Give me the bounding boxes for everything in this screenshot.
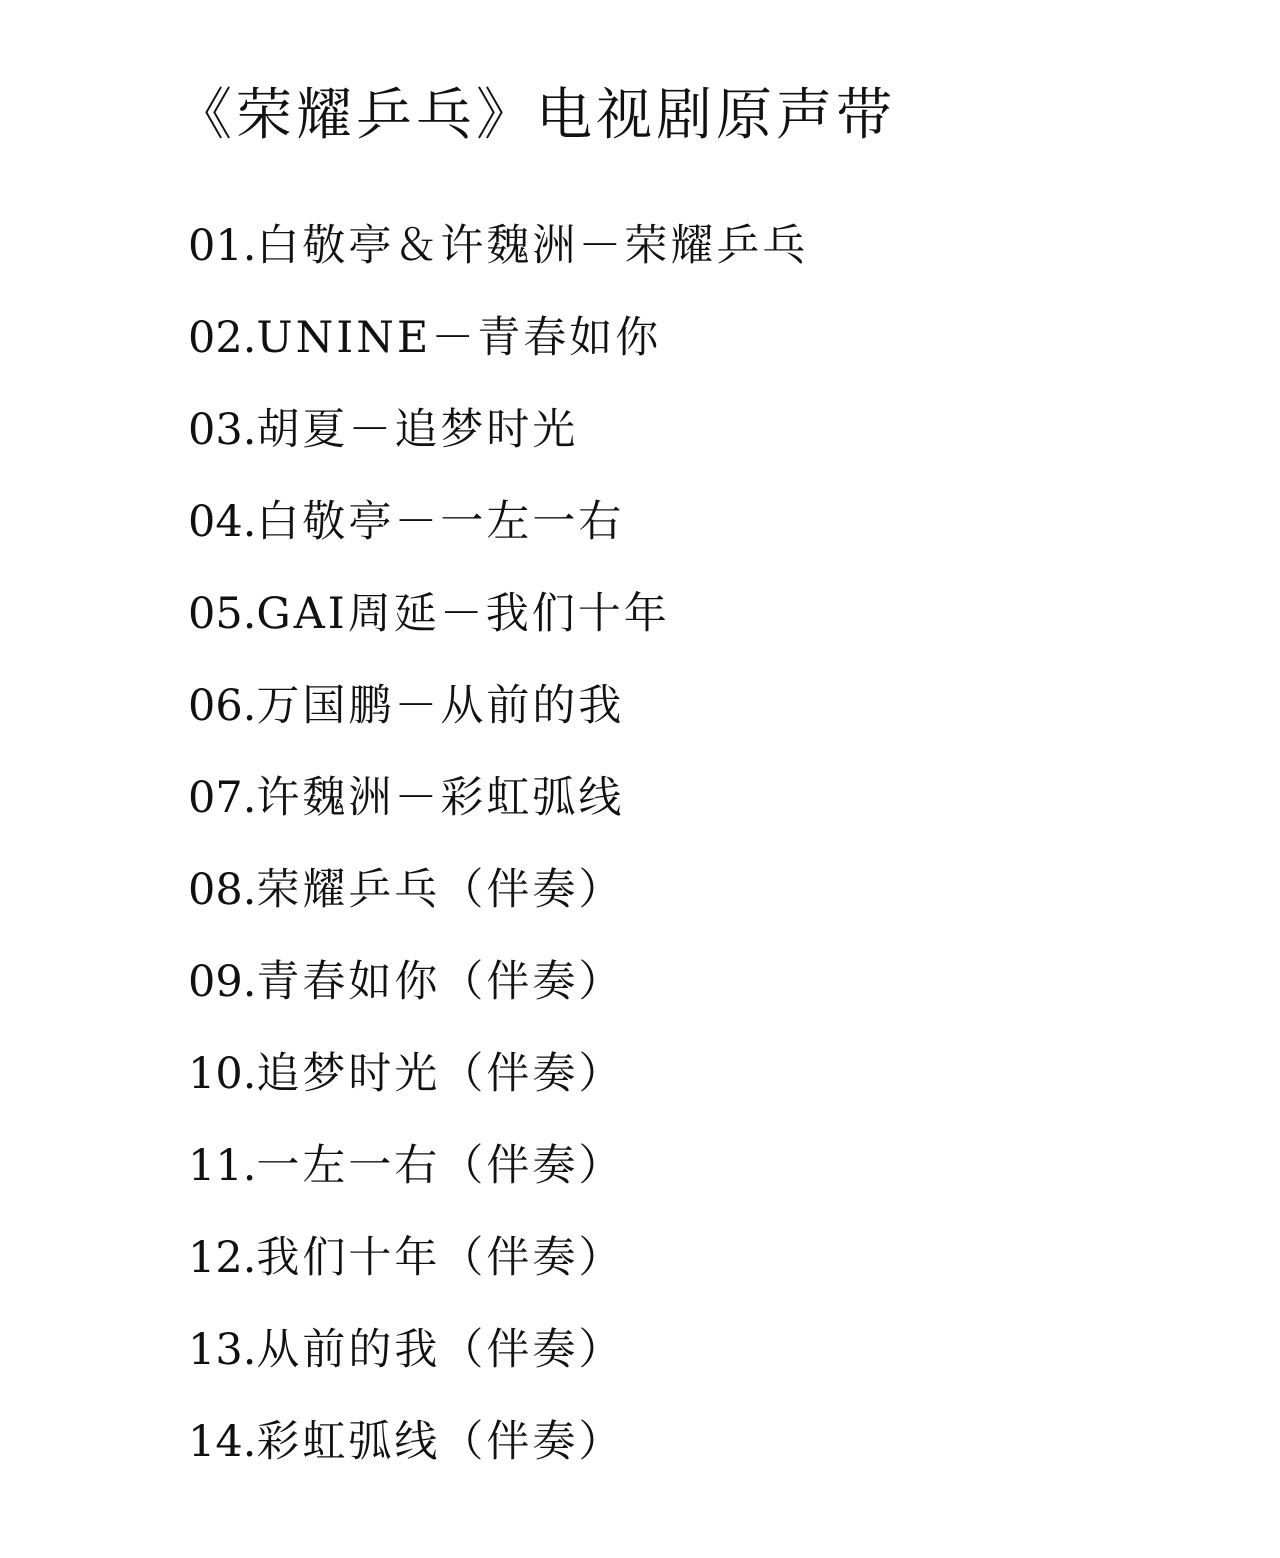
track-number: 12. [188, 1233, 257, 1283]
track-number: 14. [188, 1417, 257, 1467]
track-number: 08. [188, 865, 257, 915]
track-title: 一左一右（伴奏） [256, 1141, 625, 1191]
track-number: 11. [188, 1141, 257, 1191]
track-title: 彩虹弧线（伴奏） [256, 1417, 625, 1467]
track-title: 追梦时光（伴奏） [256, 1049, 625, 1099]
document-title: 《荣耀乒乓》电视剧原声带 [176, 83, 896, 148]
track-title: 万国鹏－从前的我 [256, 681, 625, 731]
track-item [188, 766, 808, 858]
track-title: 许魏洲－彩虹弧线 [256, 773, 625, 823]
track-list [188, 214, 808, 1502]
track-item [188, 858, 808, 950]
track-number: 13. [188, 1325, 257, 1375]
track-item [188, 1226, 808, 1318]
track-item [188, 1410, 808, 1502]
track-item [188, 950, 808, 1042]
track-item [188, 490, 808, 582]
track-title: 荣耀乒乓（伴奏） [256, 865, 625, 915]
track-number: 02. [188, 313, 257, 363]
track-item [188, 214, 808, 306]
track-item [188, 1042, 808, 1134]
track-item [188, 674, 808, 766]
track-number: 10. [188, 1049, 257, 1099]
track-title: 我们十年（伴奏） [256, 1233, 625, 1283]
track-item [188, 1134, 808, 1226]
track-number: 09. [188, 957, 257, 1007]
track-title: 白敬亭－一左一右 [256, 497, 625, 547]
track-title: 白敬亭＆许魏洲－荣耀乒乓 [256, 221, 809, 271]
track-number: 04. [188, 497, 257, 547]
track-number: 05. [188, 589, 257, 639]
track-title: 青春如你（伴奏） [256, 957, 625, 1007]
track-title: UNINE－青春如你 [256, 313, 662, 363]
track-number: 01. [188, 221, 257, 271]
track-item [188, 306, 808, 398]
track-title: GAI周延－我们十年 [256, 589, 670, 639]
track-number: 07. [188, 773, 257, 823]
track-item [188, 398, 808, 490]
track-title: 胡夏－追梦时光 [256, 405, 579, 455]
track-title: 从前的我（伴奏） [256, 1325, 625, 1375]
track-item [188, 1318, 808, 1410]
track-item [188, 582, 808, 674]
track-number: 03. [188, 405, 257, 455]
track-number: 06. [188, 681, 257, 731]
